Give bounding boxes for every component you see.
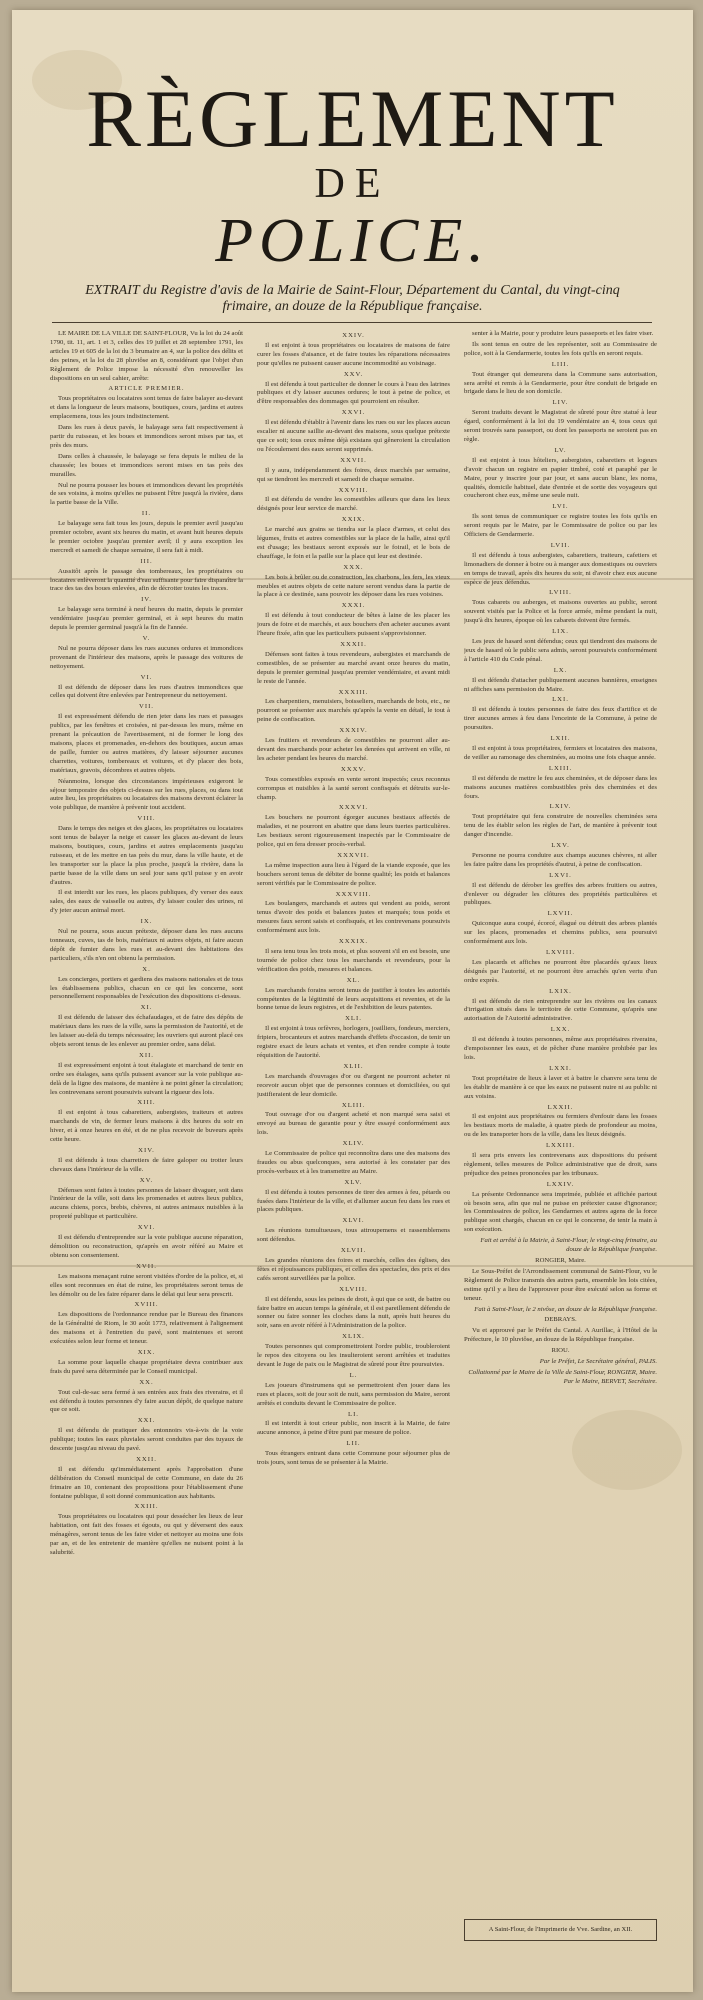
article-number: XXV. — [343, 370, 364, 378]
article-text: Il est défendu à toutes personnes de faire des feux d'artifice et de tirer aucunes armes à feu dans l'enceinte de la Commune, à peine de poursuites. — [464, 706, 657, 732]
article-text: Il est défendu de laisser des échafaudages, et de faire des dépôts de matériaux dans les rues de la ville, sans la permission de l'autorité, et de les laisser au-delà du temps nécessaire; les ouvriers qui auront placé ces objets seront tenus de les enlever au premier ordre, sans délai. — [50, 1014, 243, 1048]
article-number: XIII. — [137, 1099, 156, 1107]
signature-line: Fait et arrêté à la Mairie, à Saint-Flour, le vingt-cinq frimaire, au douze de la République française. — [480, 1237, 657, 1254]
article-text: Il est enjoint à tous hôteliers, aubergistes, cabaretiers et logeurs d'avoir chacun un registre en papier timbré, coté et paraphé par le Maire, pour y inscrire jour par jour, et sans aucun blanc, les noms, qualités, domicile habituel, date d'entrée et de sortie des voyageurs qui coucheront chez eux, même une seule nuit. — [464, 456, 657, 500]
article-text: Il est défendu à tout particulier de donner le cours à l'eau des latrines publiques et d'y laisser aucunes ordures; le tout à peine de police, et d'être responsables des dommages qui pourroient en résulter. — [257, 380, 450, 406]
article-number: LXIV. — [549, 803, 572, 811]
article-number: LIV. — [552, 399, 569, 407]
article-number: VII. — [139, 703, 154, 711]
divider-rule — [52, 322, 652, 323]
article-number: XVII. — [136, 1262, 157, 1270]
article-number: XLVII. — [340, 1247, 367, 1255]
article-number: VI. — [140, 673, 153, 681]
article-number: XLVIII. — [339, 1285, 368, 1293]
article-text: La même inspection aura lieu à l'égard de la viande exposée, que les bouchers seront tenus de débiter de bonne qualité; les poids et balances seront vérifiés par le Commissaire de police. — [257, 861, 450, 887]
signature-line: DEBRAYS. — [544, 1316, 577, 1324]
article-text: Tous étrangers entrant dans cette Commune pour séjourner plus de trois jours, sont tenus de se présenter à la Mairie. — [257, 1450, 450, 1467]
article-number: XXXIX. — [338, 938, 369, 946]
article-text: Il est défendu à tous charretiers de faire galoper ou trotter leurs chevaux dans l'intérieur de la ville. — [50, 1156, 243, 1173]
article-number: XXI. — [137, 1417, 156, 1425]
article-number: IX. — [140, 918, 153, 926]
article-number: XXVI. — [341, 409, 366, 417]
article-number: X. — [142, 965, 151, 973]
article-text: Tout étranger qui demeurera dans la Commune sans autorisation, sera arrêté et remis à la Gendarmerie, pour être conduit de brigade en brigade dans le lieu de son domicile. — [464, 370, 657, 396]
article-number: XLI. — [345, 1015, 362, 1023]
signature-line: Fait à Saint-Flour, le 2 nivôse, an douze de la République française. — [474, 1305, 657, 1313]
article-text: Tous cabarets ou auberges, et maisons ouvertes au public, seront souvent visités par la Police et la force armée, même pendant la nuit, jusqu'à dix heures, époque où les cabarets doivent être fermés. — [464, 599, 657, 625]
article-text: Il est défendu de pratiquer des entonnoirs vis-à-vis de la voie publique; toutes les eaux pluviales seront conduites par des tuyaux de descente jusqu'au niveau du pavé. — [50, 1427, 243, 1453]
article-text: Il est enjoint à tous propriétaires ou locataires de maisons de faire curer les fosses d'aisance, et de faire toutes les réparations nécessaires pour qu'elles ne puissent causer aucune incommodité au voisinage. — [257, 341, 450, 367]
article-number: LVI. — [552, 503, 569, 511]
article-number: III. — [140, 557, 153, 565]
signature-line: RONGIER, Maire. — [535, 1257, 586, 1264]
article-number: LXXI. — [549, 1064, 572, 1072]
article-text: LE MAIRE DE LA VILLE DE SAINT-FLOUR, Vu la loi du 24 août 1790, tit. 11, art. 1 et 3, celles des 19 juillet et 28 septembre 1791, les articles 19 et 605 de la loi du 3 brumaire an 4, sur la police des délits et des peines, et la loi du 28 pluviôse an 8, considérant que l'objet d'un Règlement de Police impose la nécessité d'en renouveller les dispositions en un seul cahier, arrête: — [50, 330, 243, 382]
article-text: Il est défendu d'entreprendre sur la voie publique aucune réparation, démolition ou reconstruction, qu'après en avoir référé au Maire et obtenu son consentement. — [50, 1234, 243, 1259]
article-text: Néanmoins, lorsque des circonstances impérieuses exigeront le séjour temporaire des objets ci-dessus sur les rues, places, ou dans tout autre lieu, les propriétaires ou locataires des maisons devront éclairer la voie publique, de manière à prévenir tout accident. — [50, 777, 243, 812]
article-text: Les boulangers, marchands et autres qui vendent au poids, seront tenus d'avoir des poids et balances justes et marqués; tous poids et mesures faux seront saisis et confisqués, et les contrevenans poursuivis conformément aux lois. — [257, 900, 450, 935]
article-text: Il est interdit sur les rues, les places publiques, d'y verser des eaux sales, des eaux de vaisselle ou autres, d'y laisser couler des urines, ni d'y jeter aucun animal mort. — [50, 889, 243, 915]
article-text: Toutes personnes qui compromettroient l'ordre public, troubleroient le repos des citoyens ou les insulteroient seront arrêtées et traduites devant le Juge de paix ou le Magistrat de sûreté pour être poursuivies. — [257, 1343, 450, 1368]
printer-imprint: A Saint-Flour, de l'Imprimerie de Vve. Sardine, an XII. — [464, 1919, 657, 1941]
article-text: Le Commissaire de police qui reconnoîtra dans une des maisons des fraudes ou abus quelconques, sera autorisé à les constater par des procès-verbaux et à les transmettre au Maire. — [257, 1150, 450, 1175]
article-text: Il y aura, indépendamment des foires, deux marchés par semaine, qui se tiendront les mercredi et samedi de chaque semaine. — [257, 466, 450, 483]
article-number: XXIX. — [341, 516, 366, 524]
article-number: XXXIV. — [339, 727, 368, 735]
article-text: Il est enjoint à tous propriétaires, fermiers et locataires des maisons, de veiller au ramonage des cheminées, au moins une fois chaque année. — [464, 744, 657, 761]
article-number: LIX. — [552, 628, 569, 636]
article-number: IV. — [141, 596, 152, 604]
article-text: Il est défendu à toutes personnes, même aux propriétaires riverains, d'empoisonner les eaux, et de pêcher d'une manière prohibée par les lois. — [464, 1036, 657, 1061]
article-text: Les placards et affiches ne pourront être placardés qu'aux lieux désignés par l'autorité, et ne pourront être arrachés qu'en vertu d'un ordre exprès. — [464, 958, 657, 984]
article-text: Les bouchers ne pourront égorger aucunes bestiaux affectés de maladies, et ne pourront en abattre que dans leurs tueries particulières. Les bestiaux seront rigoureusement inspectés par le Commissaire de police, qui en fera dresser procès-verbal. — [257, 814, 450, 849]
article-number: XLIX. — [342, 1333, 365, 1341]
article-text: Les bois à brûler ou de construction, les charbons, les fers, les vieux meubles et autres objets de cette nature seront vendus dans la partie de la place à ce destinée, sans pouvoir les déposer dans les rues voisines. — [257, 573, 450, 599]
article-number: LX. — [553, 666, 568, 674]
poster-sheet — [12, 10, 693, 1992]
article-text: Les charpentiers, menuisiers, boisseliers, marchands de bois, etc., ne pourront se présenter aux marchés qu'après la vente en détail, le tout à peine de confiscation. — [257, 698, 450, 724]
article-number: LXVI. — [549, 871, 572, 879]
article-text: Ils sont tenus de communiquer ce registre toutes les fois qu'ils en seront requis par le Maire, par le Commissaire de police ou par les Officiers de Gendarmerie. — [464, 513, 657, 539]
article-text: Il est défendu de rien entreprendre sur les rivières ou les canaux d'irrigation situés dans le territoire de cette Commune, qu'après une autorisation de l'Autorité administrative. — [464, 997, 657, 1023]
article-number: LXV. — [551, 842, 570, 850]
article-number: XLV. — [344, 1178, 363, 1186]
article-text: Il est défendu de déposer dans les rues d'autres immondices que celles qui doivent être enlevées par l'entrepreneur du nettoyement. — [50, 683, 243, 700]
article-number: XIV. — [138, 1146, 155, 1154]
article-number: LXX. — [550, 1026, 571, 1034]
article-number: LV. — [554, 446, 567, 454]
article-text: Il est défendu qu'immédiatement après l'approbation d'une délibération du Conseil municipal de cette Commune, en date du 26 frimaire an 10, contenant des propositions pour l'établissement d'une fontaine publique, il soit donné communication aux habitants. — [50, 1465, 243, 1500]
article-text: Personne ne pourra conduire aux champs aucunes chèvres, ni aller les faire paître dans les propriétés d'autrui, à peine de confiscation. — [464, 851, 657, 868]
article-number: XLVI. — [342, 1217, 365, 1225]
article-text: Les dispositions de l'ordonnance rendue par le Bureau des finances de la Généralité de Riom, le 30 août 1773, relativement à l'alignement des maisons et à l'entretien du pavé, sont maintenues et seront exécutées selon leur forme et teneur. — [50, 1311, 243, 1346]
signature-line: RIOU. — [551, 1347, 570, 1355]
article-number: XXXVI. — [338, 804, 369, 812]
article-number: XXII. — [136, 1455, 157, 1463]
article-text: Les grandes réunions des foires et marchés, celles des églises, des fêtes et réjouissances publiques, et celles des spectacles, des prix et des cafés seront surveillées par la police. — [257, 1257, 450, 1282]
article-text: Il est expressément enjoint à tout étalagiste et marchand de tenir en ordre ses étalages, sans qu'ils puissent avancer sur la voie publique au-delà de la ligne des maisons, de manière à ne point gêner la circulation; les contrevenans seront poursuivis suivant la rigueur des lois. — [50, 1061, 243, 1096]
article-text: La somme pour laquelle chaque propriétaire devra contribuer aux frais du pavé sera déterminée par le Conseil municipal. — [50, 1358, 243, 1375]
article-number: LVII. — [550, 541, 571, 549]
signature-line: Collationné par le Maire de la Ville de Saint-Flour, RONGIER, Maire. Par le Maire, BERVET, Secrétaire. — [468, 1368, 657, 1385]
article-number: LXXIV. — [546, 1180, 575, 1188]
article-text: Les fruitiers et revendeurs de comestibles ne pourront aller au-devant des marchands pour acheter les denrées qui arrivent en ville, ni les acheter pendant les heures du marché. — [257, 737, 450, 762]
article-text: Quiconque aura coupé, écorcé, élagué ou détruit des arbres plantés sur les places, promenades et chemins publics, sera poursuivi conformément aux lois. — [464, 920, 657, 946]
title-police: POLICE. — [215, 207, 490, 275]
article-text: Nul ne pourra, sous aucun prétexte, déposer dans les rues aucuns tonneaux, cuves, tas de bois, matériaux ni autres objets, ni faire aucun dépôt de fumier dans les rues et au-devant des habitations des particuliers, s'ils n'en ont obtenu la permission. — [50, 928, 243, 962]
article-text: Tous propriétaires ou locataires qui pour dessécher les lieux de leur habitation, ont fait des fosses et égouts, ou qui y déversent des eaux ménagères, seront tenus de les faire vider et nettoyer au moins une fois par an, et de les entretenir de manière qu'elles ne nuisent point à la salubrité. — [50, 1513, 243, 1556]
article-text: Tout propriétaire de lieux à laver et à battre le chanvre sera tenu de les établir de manière à ce que les eaux ne puissent nuire ni au public ni aux voisins. — [464, 1074, 657, 1100]
text-column-2 — [257, 330, 450, 1890]
article-text: Il est enjoint à tous cabaretiers, aubergistes, traiteurs et autres marchands de vin, de fermer leurs maisons à dix heures du soir en hiver, et à onze heures en été, et de ne plus recevoir de buveurs après cette heure. — [50, 1109, 243, 1144]
article-number: XXXVIII. — [335, 890, 372, 898]
article-number: XXX. — [343, 563, 364, 571]
article-text: Il est défendu de vendre les comestibles ailleurs que dans les lieux désignés pour leur service de marché. — [257, 496, 450, 513]
article-text: Il est enjoint aux propriétaires ou fermiers d'enfouir dans les fosses les bestiaux morts de maladie, à quatre pieds de profondeur au moins, ou de les transporter hors de la ville, dans les lieux désignés. — [464, 1113, 657, 1139]
article-number: XIX. — [137, 1348, 156, 1356]
article-number: LXVII. — [547, 910, 574, 918]
article-text: Le balayage sera terminé à neuf heures du matin, depuis le premier vendémiaire jusqu'au premier germinal, et à sept heures du matin depuis le premier germinal jusqu'à la fin de l'année. — [50, 606, 243, 632]
text-column-3 — [464, 330, 657, 1890]
article-number: XXXI. — [341, 602, 366, 610]
article-text: Il est défendu de mettre le feu aux cheminées, et de déposer dans les maisons aucunes matières combustibles près des cheminées et des fours. — [464, 774, 657, 800]
article-number: LVIII. — [549, 589, 572, 597]
article-text: Défenses sont faites à tous revendeurs, aubergistes et marchands de comestibles, de se présenter au marché avant onze heures du matin, depuis le premier germinal jusqu'au premier vendémiaire, et avant midi le reste de l'année. — [257, 650, 450, 685]
article-text: senter à la Mairie, pour y produire leurs passeports et les faire viser. — [472, 330, 654, 337]
article-number: XLIV. — [342, 1140, 365, 1148]
article-text: Dans les rues à deux pavés, le balayage sera fait respectivement à partir du ruisseau, et les boues et immondices seront mises par tas, et près des murs. — [50, 424, 243, 449]
article-text: Les joueurs d'instrumens qui se permettroient d'en jouer dans les rues et places, soit de jour soit de nuit, sans permission du Maire, seront arrêtés et conduits devant le Commissaire de police. — [257, 1381, 450, 1407]
article-number: V. — [142, 635, 151, 642]
article-text: Il est défendu à tout conducteur de bêtes à laine de les placer les jours de foire et de marchés, et aux bouchers d'en acheter aucunes avant l'heure fixée, afin que les particuliers puissent s'approvisionner. — [257, 612, 450, 638]
title-reglement: RÈGLEMENT — [86, 73, 619, 164]
article-number: LXIII. — [548, 764, 573, 772]
article-text: Il sera tenu tous les trois mois, et plus souvent s'il en est besoin, une tournée de police chez tous les marchands et revendeurs, pour la vérification des poids, mesures et balances. — [257, 948, 450, 973]
article-text: Il est expressément défendu de rien jeter dans les rues et passages publics, par les fenêtres et croisées, ni par-dessus les murs, même en prenant la précaution de l'avertissement, ni de former le long des maisons, places et promenades, en-dehors des boutiques, aucun amas de paille, fumier ou autres matières, d'y laisser séjourner aucunes charrettes, voitures, tombereaux et voitures, et d'y placer des bois, matériaux, gravois, décombres et autres objets. — [50, 713, 243, 774]
article-text: Tout ouvrage d'or ou d'argent acheté et non marqué sera saisi et envoyé au bureau de garantie pour y être essayé conformément aux lois. — [257, 1111, 450, 1137]
article-text: Dans celles à chaussée, le balayage se fera depuis le milieu de la chaussée; les boues et immondices seront mises en tas près des murailles. — [50, 452, 243, 478]
article-number: LXXII. — [547, 1103, 574, 1111]
article-text: Il est défendu d'attacher publiquement aucunes bannières, enseignes ni affiches sans permission du Maire. — [464, 676, 657, 693]
article-text: Défenses sont faites à toutes personnes de laisser divaguer, soit dans l'intérieur de la ville, soit dans les promenades et autres lieux publics, aucuns chiens, porcs, brebis, chèvres, ni autres animaux nuisibles à la propreté publique et particulière. — [50, 1186, 243, 1221]
text-column-1 — [50, 330, 243, 1890]
article-text: Seront traduits devant le Magistrat de sûreté pour être statué à leur égard, conformément à la loi du 19 vendémiaire an 4, tous ceux qui seront trouvés sans passeport, ou dont les passeports ne seroient pas en règle. — [464, 409, 657, 443]
article-text: Ils sont tenus en outre de les représenter, soit au Commissaire de police, soit à la Gendarmerie, toutes les fois qu'ils en seront requis. — [464, 340, 657, 357]
article-number: XXXV. — [340, 765, 367, 773]
article-number: XVI. — [137, 1224, 156, 1232]
article-number: XII. — [139, 1051, 154, 1059]
article-text: Dans le temps des neiges et des glaces, les propriétaires ou locataires sont tenus de balayer la neige et casser les glaces au-devant de leurs maisons, boutiques, cours, jardins et autres emplacements jusqu'au ruisseau, et de les mettre en tas près du mur, dans la ville haute, et de les transporter sur la place la plus proche, jusqu'à la rivière, dans la partie basse de la ville dans un seul jour sans qu'il puisse y en avoir d'autres. — [50, 825, 243, 886]
article-number: LXXIII. — [545, 1142, 576, 1150]
article-text: Tous comestibles exposés en vente seront inspectés; ceux reconnus corrompus et nuisibles à la santé seront confisqués et détruits sur-le-champ. — [257, 775, 450, 801]
article-number: XXXVII. — [337, 851, 370, 859]
article-text: Le Sous-Préfet de l'Arrondissement communal de Saint-Flour, vu le Règlement de Police transmis des autres parts, ensemble les lois citées, estime qu'il y a lieu de l'approuver pour être exécuté selon sa forme et teneur. — [464, 1267, 657, 1302]
article-number: XI. — [140, 1004, 153, 1012]
article-number: XLIII. — [341, 1101, 366, 1109]
article-text: Le marché aux grains se tiendra sur la place d'armes, et celui des légumes, fruits et autres comestibles sur la place de la halle, ainsi qu'il est d'usage; les bestiaux seront exposés sur le foirail, et le bois de chauffage, le foin et la paille sur la place qui leur est destinée. — [257, 526, 450, 560]
article-text: Les réunions tumultueuses, tous attroupemens et rassemblemens sont défendus. — [257, 1227, 450, 1244]
article-text: Vu et approuvé par le Préfet du Cantal. A Aurillac, à l'Hôtel de la Préfecture, le 10 pluviôse, an douze de la République française. — [464, 1327, 657, 1344]
article-text: Les concierges, portiers et gardiens des maisons nationales et de tous les établissemens publics, chacun en ce qui les concerne, sont personnellement responsables de l'exécution des dispositions ci-dessus. — [50, 975, 243, 1001]
article-text: Le balayage sera fait tous les jours, depuis le premier avril jusqu'au premier octobre, avant six heures du matin, et avant huit heures depuis le premier octobre jusqu'au premier avril; il y aura exception les mercredi et samedi de chaque semaine, il sera fait à midi. — [50, 520, 243, 554]
article-number: XXVII. — [340, 456, 367, 464]
article-text: Il est interdit à tout crieur public, non inscrit à la Mairie, de faire aucune annonce, à peine d'être puni par mesure de police. — [257, 1420, 450, 1437]
article-text: Il est enjoint à tous orfèvres, horlogers, joailliers, fondeurs, merciers, fripiers, brocanteurs et autres marchands d'effets d'occasion, de tenir un registre exact de leurs achats et ventes, et d'en rendre compte à toute réquisition de l'autorité. — [257, 1025, 450, 1059]
article-number: LII. — [346, 1440, 361, 1448]
article-number: LIII. — [551, 360, 570, 368]
article-text: Il est défendu d'établir à l'avenir dans les rues ou sur les places aucun escalier ni aucune saillie au-devant des maisons, sous quelque prétexte que ce soit; tous ceux même déjà existans qui gêneroient la circulation ou l'écoulement des eaux seront supprimés. — [257, 419, 450, 453]
article-text: Il est défendu à toutes personnes de tirer des armes à feu, pétards ou fusées dans l'intérieur de la ville, et d'allumer aucun feu dans les rues et places publiques. — [257, 1188, 450, 1214]
article-number: XXIV. — [342, 332, 365, 339]
article-text: Aussitôt après le passage des tombereaux, les propriétaires ou locataires enlèveront la quantité d'eau suffisante pour faire disparaître la trace des tas des boues enlevées, afin de décrotter toutes les traces. — [50, 567, 243, 593]
article-number: L. — [349, 1371, 358, 1379]
title-de: DE — [314, 161, 391, 207]
article-number: XXVIII. — [338, 486, 369, 494]
article-text: Nul ne pourra déposer dans les rues aucunes ordures et immondices provenant de l'intérieur des maisons, après le passage des voitures de nettoyement. — [50, 644, 243, 670]
article-number: XX. — [139, 1378, 154, 1386]
article-text: Il sera pris envers les contrevenans aux dispositions du présent règlement, telles mesures de Police administrative que de droit, sans préjudice des peines prononcées par les tribunaux. — [464, 1152, 657, 1177]
article-number: XXXIII. — [338, 688, 369, 696]
article-number: XXXII. — [340, 641, 367, 648]
article-text: Tous propriétaires ou locataires sont tenus de faire balayer au-devant et dans la longueur de leurs maisons, boutiques, cours, jardins et autres emplacemens, tous les jours indistinctement. — [50, 395, 243, 421]
signature-line: Par le Préfet, Le Secrétaire général, PALIS. — [539, 1358, 657, 1366]
article-text: Tout cul-de-sac sera fermé à ses entrées aux frais des riverains, et il est défendu à toutes personnes d'y faire aucun dépôt, de quelque nature que ce soit. — [50, 1388, 243, 1414]
article-number: LI. — [348, 1410, 359, 1418]
article-number: XLII. — [343, 1062, 364, 1070]
article-text: Tout propriétaire qui fera construire de nouvelles cheminées sera tenu de les établir selon les règles de l'art, de manière à prévenir tout danger d'incendie. — [464, 813, 657, 839]
article-text: Il est défendu de dérober les greffes des arbres fruitiers ou autres, d'enlever ou dégrader les clôtures des propriétés particulières et publiques. — [464, 881, 657, 907]
article-number: XV. — [139, 1176, 154, 1184]
article-number: LXII. — [550, 735, 571, 743]
article-text: La présente Ordonnance sera imprimée, publiée et affichée partout où besoin sera, afin que nul ne puisse en prétexter cause d'ignorance; les Commissaires de police, les Gendarmes et autres agens de la force publique sont chargés, chacun en ce qui le concerne, de tenir la main à son exécution. — [464, 1190, 657, 1234]
article-text: Les marchands forains seront tenus de justifier à toutes les autorités compétentes de la légitimité de leurs acquisitions et reventes, et de la bonne tenue de leurs registres, et de l'exhibition de leurs patentes. — [257, 986, 450, 1012]
article-text: Il est défendu, sous les peines de droit, à qui que ce soit, de battre ou faire battre en aucun temps la générale, et il est pareillement défendu de sonner ou faire sonner les cloches dans la nuit, après huit heures du soir, sans en avoir référé à l'Administration de la police. — [257, 1295, 450, 1330]
article-text: Les jeux de hasard sont défendus; ceux qui tiendront des maisons de jeux de hasard où le public sera admis, seront poursuivis conformément à l'article 410 du Code pénal. — [464, 638, 657, 663]
article-number: LXVIII. — [545, 949, 576, 956]
article-number: LXI. — [552, 696, 569, 704]
article-text: Il est défendu à tous aubergistes, cabaretiers, traiteurs, cafetiers et limonadiers de donner à boire ou à manger aux domestiques ou ouvriers en temps de travail, après dix heures du soir, ni d'avoir chez eux aucune espèce de jeux défendus. — [464, 551, 657, 586]
article-number: XXIII. — [134, 1503, 159, 1511]
extract-heading: EXTRAIT du Registre d'avis de la Mairie de Saint-Flour, Département du Cantal, du vingt-cinq frimaire, an douze de la République française. — [85, 283, 620, 314]
article-text: Les maisons menaçant ruine seront visitées d'ordre de la police, et, si elles sont reconnues en état de ruine, les propriétaires seront tenus de les démolir ou de les faire réparer dans le délai qui leur sera prescrit. — [50, 1272, 243, 1298]
article-text: Nul ne pourra pousser les boues et immondices devant les propriétés de ses voisins, à moins qu'elles ne puissent l'être jusqu'à la rivière, dans la partie basse de la Ville. — [50, 481, 243, 507]
article-number: II. — [141, 510, 152, 518]
article-number: LXIX. — [549, 987, 572, 995]
article-text: Les marchands d'ouvrages d'or ou d'argent ne pourront acheter ni recevoir aucun objet que de personnes connues et domiciliées, ou qui justifieraient de leur domicile. — [257, 1072, 450, 1098]
article-number: XVIII. — [134, 1301, 159, 1309]
article-number: VIII. — [137, 815, 156, 823]
article-number: ARTICLE PREMIER. — [108, 385, 185, 393]
article-number: XL. — [346, 976, 361, 984]
